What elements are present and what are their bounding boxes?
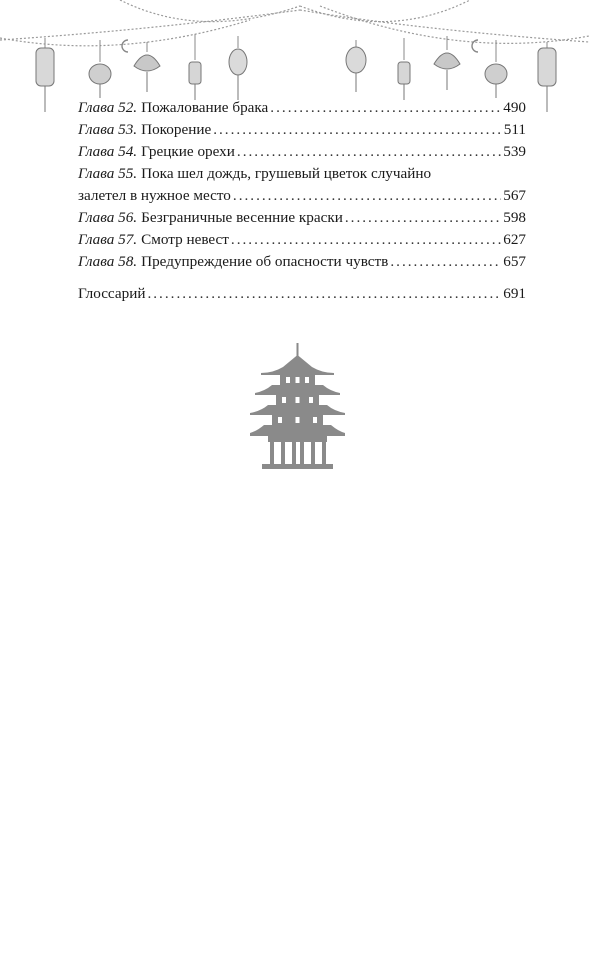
- dot-leader: [270, 97, 501, 119]
- dot-leader: [233, 185, 501, 207]
- toc-entry-56[interactable]: [78, 207, 526, 229]
- toc-entry-53[interactable]: [78, 119, 526, 141]
- chapter-title: Покорение: [141, 121, 212, 138]
- table-of-contents: [78, 97, 526, 305]
- pagoda-icon: [250, 343, 345, 473]
- lotus-icon: [134, 55, 160, 92]
- lantern-icon: [189, 62, 201, 100]
- page-number: 567: [503, 187, 526, 204]
- chapter-title: Безграничные весенние краски: [141, 209, 343, 226]
- lantern-icon: [485, 64, 507, 98]
- lantern-icon: [36, 48, 54, 112]
- chapter-title: Грецкие орехи: [141, 143, 235, 160]
- chapter-number: Глава 58.: [78, 253, 138, 270]
- crescent-moon-icon: [122, 40, 478, 52]
- dot-leader: [213, 119, 502, 141]
- page-number: 490: [503, 99, 526, 116]
- dot-leader: [345, 207, 501, 229]
- page-number: 539: [503, 143, 526, 160]
- toc-entry-55[interactable]: [78, 163, 526, 207]
- chapter-title: Пожалование брака: [141, 99, 269, 116]
- toc-entry-glossary[interactable]: [78, 283, 526, 305]
- chapter-title: Смотр невест: [141, 231, 229, 248]
- toc-entry-57[interactable]: [78, 229, 526, 251]
- chapter-title: Предупреждение об опасности чувств: [141, 253, 389, 270]
- page-number: 598: [503, 209, 526, 226]
- page-number: 657: [503, 253, 526, 270]
- dot-leader: [237, 141, 501, 163]
- glossary-title: Глоссарий: [78, 285, 146, 302]
- dot-leader: [231, 229, 501, 251]
- lantern-icon: [229, 49, 247, 100]
- toc-entry-54[interactable]: [78, 141, 526, 163]
- lotus-icon: [434, 53, 460, 90]
- chapter-number: Глава 57.: [78, 231, 138, 248]
- page-number: 627: [503, 231, 526, 248]
- chapter-title-continued: залетел в нужное место: [78, 187, 231, 204]
- page-number: 511: [503, 121, 526, 138]
- lantern-icon: [538, 48, 556, 112]
- toc-entry-52[interactable]: [78, 97, 526, 119]
- toc-entry-58[interactable]: [78, 251, 526, 273]
- chapter-number: Глава 53.: [78, 121, 138, 138]
- page-number: 691: [503, 285, 526, 302]
- dot-leader: [147, 283, 501, 305]
- lantern-icon: [346, 47, 366, 92]
- lantern-icon: [89, 64, 111, 98]
- chapter-number: Глава 52.: [78, 99, 138, 116]
- chapter-title: Пока шел дождь, грушевый цветок случайно: [141, 165, 432, 182]
- chapter-number: Глава 55.: [78, 165, 138, 182]
- chapter-number: Глава 56.: [78, 209, 138, 226]
- chapter-number: Глава 54.: [78, 143, 138, 160]
- lantern-icon: [398, 62, 410, 100]
- dot-leader: [390, 251, 501, 273]
